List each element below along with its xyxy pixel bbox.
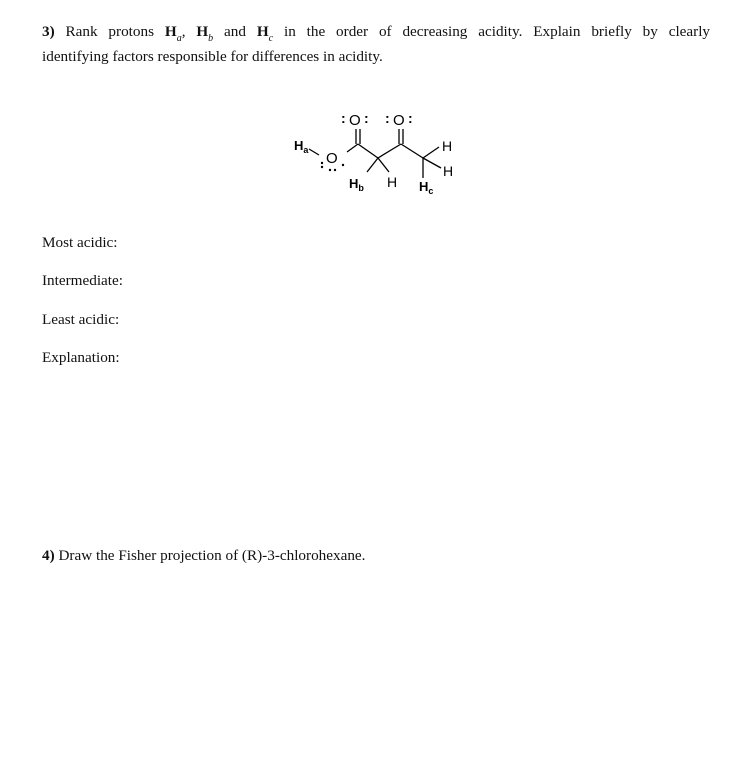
least-acidic-label: Least acidic: [42, 311, 120, 328]
lone-pair-4: : [408, 110, 413, 126]
most-acidic-label: Most acidic: [42, 234, 118, 251]
label-ha: $H_a$ [294, 138, 309, 155]
lone-pair-2: : [364, 110, 369, 126]
question-3-text-a: Rank protons [65, 23, 154, 40]
question-3-line-1: 3) Rank protons $H_a$, $H_b$ and $H_c$ in the order of decreasing acidity. Explain briefly by clearly [42, 23, 711, 45]
explanation-label: Explanation: [42, 349, 120, 366]
hydrogen-c4-upper: H [442, 138, 453, 154]
proton-ha: $H_a$ [164, 23, 182, 45]
molecule-structure [285, 100, 465, 205]
label-hc: $H_c$ [419, 179, 434, 196]
label-hb: $H_b$ [349, 176, 364, 193]
question-3-number: 3) [42, 23, 55, 40]
question-4 [42, 546, 365, 565]
lone-pair-3: : [385, 110, 390, 126]
question-4-text: Draw the Fisher projection of (R)-3-chlorohexane. [58, 547, 366, 564]
carbonyl-oxygen-2: O [393, 112, 405, 129]
hydrogen-c2: H [387, 174, 398, 190]
intermediate-label: Intermediate: [42, 272, 123, 289]
lone-pair-1: : [341, 110, 346, 126]
carbonyl-oxygen-1: O [349, 112, 361, 129]
hydrogen-c4-lower: H [443, 163, 454, 179]
question-4-number: 4) [42, 547, 55, 564]
hydroxyl-oxygen: O [326, 150, 338, 167]
proton-hc: $H_c$ [256, 23, 274, 45]
question-3-line-2: identifying factors responsible for differences in acidity. [42, 48, 383, 66]
question-3 [42, 22, 710, 66]
proton-hb: $H_b$ [196, 23, 214, 45]
question-3-text-b: in the order of decreasing acidity. Explain briefly by clearly [283, 23, 711, 40]
and-word: and [224, 23, 246, 40]
